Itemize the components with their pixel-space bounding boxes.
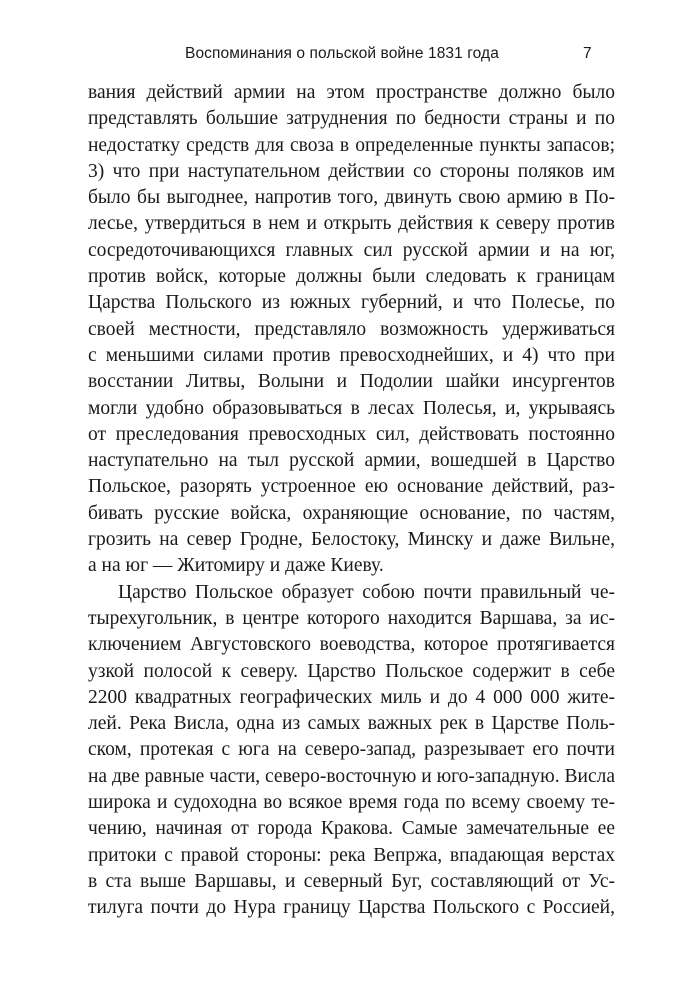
text-line: грозить на север Гродне, Белостоку, Минску и даже Вильне, xyxy=(88,529,615,551)
text-line: было бы выгоднее, напротив того, двинуть свою армию в По- xyxy=(88,187,615,209)
body-text xyxy=(88,80,615,922)
text-line: лей. Река Висла, одна из самых важных рек в Царстве Поль- xyxy=(88,713,615,735)
text-line: против войск, которые должны были следовать к границам xyxy=(88,266,615,288)
text-line: притоки с правой стороны: река Вепржа, впадающая верстах xyxy=(88,844,615,866)
text-line: ском, протекая с юга на северо-запад, разрезывает его почти xyxy=(88,739,615,761)
text-line: в ста выше Варшавы, и северный Буг, составляющий от Ус- xyxy=(88,870,615,892)
text-line: Царства Польского из южных губерний, и что Полесье, по xyxy=(88,292,615,314)
text-line: тилуга почти до Нура границу Царства Польского с Россией, xyxy=(88,897,615,919)
text-line: от преследования превосходных сил, действовать постоянно xyxy=(88,423,615,445)
text-line: широка и судоходна во всякое время года по всему своему те- xyxy=(88,792,615,814)
running-title: Воспоминания о польской войне 1831 года xyxy=(185,45,499,62)
text-line: лесье, утвердиться в нем и открыть действия к северу против xyxy=(88,213,615,235)
text-line: узкой полосой к северу. Царство Польское содержит в себе xyxy=(88,660,615,682)
running-header xyxy=(0,40,694,68)
text-line: представлять большие затруднения по бедности страны и по xyxy=(88,108,615,130)
text-line: ключением Августовского воеводства, которое протягивается xyxy=(88,634,615,656)
text-line: тырехугольник, в центре которого находится Варшава, за ис- xyxy=(88,607,615,629)
text-line: могли удобно образовываться в лесах Полесья, и, укрываясь xyxy=(88,397,615,419)
text-line: бивать русские войска, охраняющие основание, по частям, xyxy=(88,502,615,524)
paragraph-start-line: Царство Польское образует собою почти правильный че- xyxy=(118,581,615,603)
text-line: чению, начиная от города Кракова. Самые замечательные ее xyxy=(88,818,615,840)
text-line: Польское, разорять устроенное ею основание действий, раз- xyxy=(88,476,615,498)
text-line: 3) что при наступательном действии со стороны поляков им xyxy=(88,160,615,182)
text-line: наступательно на тыл русской армии, вошедшей в Царство xyxy=(88,450,615,472)
text-line: своей местности, представляло возможность удерживаться xyxy=(88,318,615,340)
text-line: восстании Литвы, Волыни и Подолии шайки инсургентов xyxy=(88,371,615,393)
page-number: 7 xyxy=(583,45,592,62)
text-line: недостатку средств для своза в определенные пункты запасов; xyxy=(88,134,615,156)
text-line: на две равные части, северо-восточную и юго-западную. Висла xyxy=(88,765,615,787)
paragraph-end-line: а на юг — Житомиру и даже Киеву. xyxy=(88,555,384,577)
text-line: вания действий армии на этом пространстве должно было xyxy=(88,82,615,103)
text-line: сосредоточивающихся главных сил русской армии и на юг, xyxy=(88,239,615,261)
text-line: 2200 квадратных географических миль и до 4 000 000 жите- xyxy=(88,686,615,708)
text-line: с меньшими силами против превосходнейших, и 4) что при xyxy=(88,344,615,366)
